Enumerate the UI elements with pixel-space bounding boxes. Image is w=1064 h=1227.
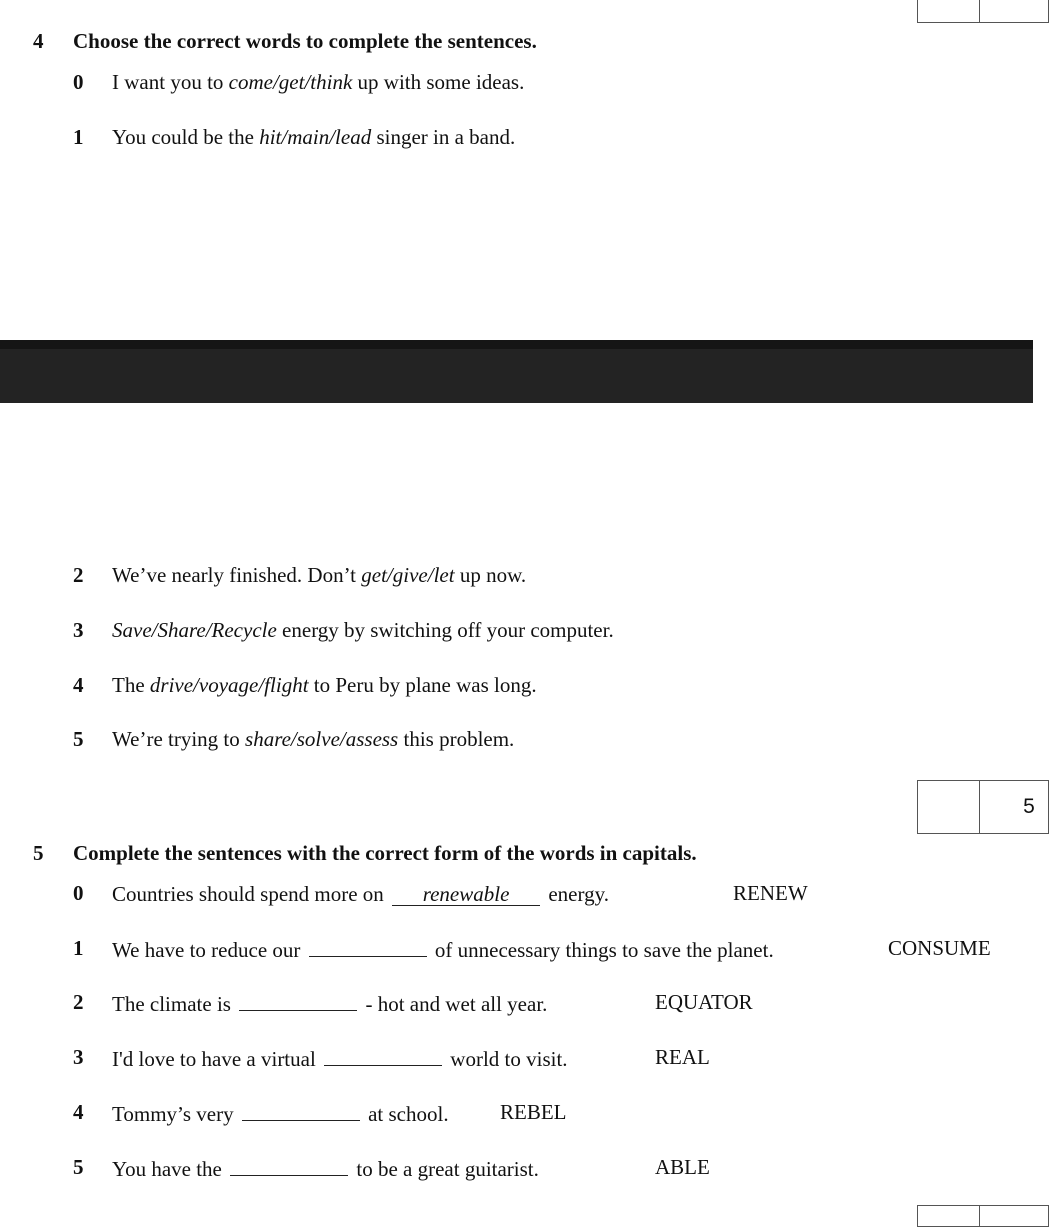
s4-item-5-before: We’re trying to — [112, 727, 246, 751]
s5-item-3-text — [112, 1047, 568, 1070]
score-box-section4-value: 5 — [1023, 795, 1035, 818]
s4-item-2-choices: get/give/let — [361, 563, 455, 587]
dark-overlay-topline — [0, 340, 1033, 349]
s4-item-4-after: to Peru by plane was long. — [308, 673, 537, 697]
s4-item-0-choices: come/get/think — [228, 70, 353, 94]
s4-item-3-num: 3 — [73, 618, 84, 642]
s5-item-1-num: 1 — [73, 936, 84, 960]
s5-item-2-word: EQUATOR — [655, 990, 753, 1014]
s4-item-5-after: this problem. — [398, 727, 515, 751]
s4-item-1-num: 1 — [73, 125, 84, 149]
s4-item-4-text — [112, 675, 537, 696]
s5-item-4-num: 4 — [73, 1100, 84, 1124]
s4-item-4-num: 4 — [73, 673, 84, 697]
s5-item-5-before: You have the — [112, 1157, 228, 1181]
s5-item-5-after: to be a great guitarist. — [351, 1157, 539, 1181]
s5-item-4-word: REBEL — [500, 1100, 567, 1124]
section5-instruction: Complete the sentences with the correct form of the words in capitals. — [73, 841, 697, 865]
s4-item-1-text — [112, 127, 515, 148]
section5-number: 5 — [33, 841, 44, 865]
s4-item-2-text — [112, 565, 526, 586]
s5-item-1-text — [112, 938, 774, 961]
s4-item-1-choices: hit/main/lead — [259, 125, 372, 149]
s5-item-0-answer: renewable — [392, 883, 540, 906]
s5-item-0-word: RENEW — [733, 881, 808, 905]
s4-item-5-num: 5 — [73, 727, 84, 751]
score-box-bottom — [917, 1205, 1049, 1227]
s4-item-0-after: up with some ideas. — [352, 70, 525, 94]
s4-item-5-choices: share/solve/assess — [245, 727, 399, 751]
s4-item-2-after: up now. — [454, 563, 527, 587]
s5-item-3-num: 3 — [73, 1045, 84, 1069]
s5-item-1-blank[interactable] — [309, 938, 427, 957]
s5-item-4-after: at school. — [362, 1102, 449, 1126]
s4-item-2-before: We’ve nearly finished. Don’t — [112, 563, 362, 587]
s5-item-3-word: REAL — [655, 1045, 710, 1069]
s4-item-5-text — [112, 729, 514, 750]
score-box-top — [917, 0, 1049, 23]
s4-item-1-before: You could be the — [112, 125, 260, 149]
s4-item-3-after: energy by switching off your computer. — [276, 618, 614, 642]
s5-item-0-before: Countries should spend more on — [112, 882, 390, 906]
s5-item-3-after: world to visit. — [445, 1047, 568, 1071]
s4-item-0-text — [112, 72, 524, 93]
s4-item-0-num: 0 — [73, 70, 84, 94]
s5-item-2-text — [112, 992, 547, 1015]
s5-item-5-num: 5 — [73, 1155, 84, 1179]
s5-item-0-text — [112, 883, 609, 906]
section4-number: 4 — [33, 29, 44, 53]
s5-item-2-blank[interactable] — [239, 992, 357, 1011]
score-box-section4 — [917, 780, 1049, 834]
s5-item-0-after: energy. — [543, 882, 609, 906]
s5-item-5-text — [112, 1157, 539, 1180]
s5-item-2-before: The climate is — [112, 992, 237, 1016]
s5-item-0-num: 0 — [73, 881, 84, 905]
s5-item-1-word: CONSUME — [888, 936, 991, 960]
s4-item-4-before: The — [112, 673, 150, 697]
s4-item-1-after: singer in a band. — [371, 125, 516, 149]
s5-item-3-blank[interactable] — [324, 1047, 442, 1066]
s5-item-4-text — [112, 1102, 449, 1125]
s5-item-4-before: Tommy’s very — [112, 1102, 239, 1126]
score-box-top-value — [1002, 0, 1064, 1]
s5-item-1-before: We have to reduce our — [112, 938, 306, 962]
s5-item-5-blank[interactable] — [230, 1157, 348, 1176]
dark-overlay-band — [0, 340, 1033, 403]
s5-item-2-num: 2 — [73, 990, 84, 1014]
s4-item-3-text — [112, 620, 614, 641]
s5-item-3-before: I'd love to have a virtual — [112, 1047, 322, 1071]
s4-item-2-num: 2 — [73, 563, 84, 587]
s5-item-1-after: of unnecessary things to save the planet. — [429, 938, 774, 962]
s4-item-3-choices: Save/Share/Recycle — [112, 618, 277, 642]
s4-item-0-before: I want you to — [112, 70, 229, 94]
s5-item-2-after: - hot and wet all year. — [360, 992, 548, 1016]
s5-item-4-blank[interactable] — [242, 1102, 360, 1121]
s5-item-5-word: ABLE — [655, 1155, 710, 1179]
section4-instruction: Choose the correct words to complete the sentences. — [73, 29, 537, 53]
s4-item-4-choices: drive/voyage/flight — [149, 673, 309, 697]
